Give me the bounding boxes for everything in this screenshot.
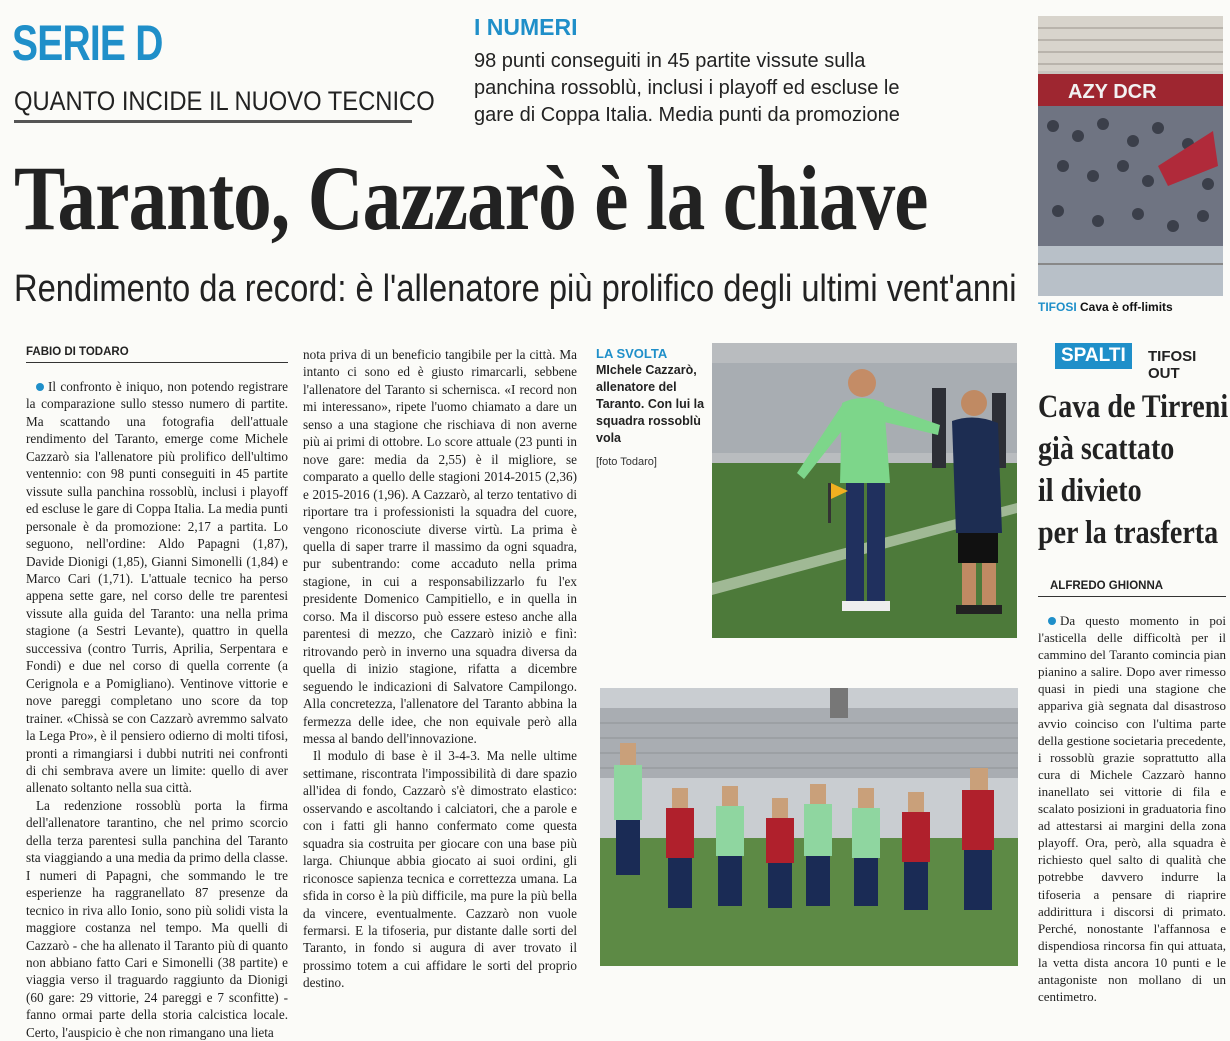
sidebar-tag: TIFOSI OUT [1148, 348, 1197, 382]
col2-p1: nota priva di un beneficio tangibile per la città. Ma intanto ci sono ed è giusto rimarcarli, sebbene l'allenatore del Taranto si schernisca. «I record non mi interessano», ripete l'uomo chiamato a dare un senso a una stagione che rischiava di non averne più ai primi di ottobre. Lo score attuale (23 punti in nove gare: media da 2,55) è il migliore, se comparato a quello delle stagioni 2014-2015 (2,36) e 2015-2016 (1,96). A Cazzarò, al terzo tentativo di riportare tra i professionisti la squadra del cuore, vengono riconosciute diverse virtù. La prima è quella di saper trarre il massimo da ogni squadra, pur subentrando: come accaduto nella prima stagione, in cui a responsabilizzarlo fu l'ex presidente Domenico Campitiello, e in quella in corso. Ma il discorso può essere esteso anche alla parentesi di mezzo, che Cazzarò iniziò e finì: ritrovando però in inverno una squadra diversa da quella di inizio stagione, rifatta a dicembre seguendo le indicazioni di Salvatore Campilongo. Alla concretezza, l'allenatore del Taranto abbina la fermezza delle idee, che non equivale però alla messa al bando dell'innovazione. [303, 347, 577, 746]
sidebar-column [1038, 612, 1226, 1005]
sidebar-headline-line: il divieto [1038, 473, 1142, 509]
spalti-badge: SPALTI [1055, 343, 1132, 369]
caption-text: Cava è off-limits [1080, 300, 1173, 314]
coach-illustration [712, 343, 1017, 638]
bullet-dot [36, 383, 44, 391]
photo-coach [712, 343, 1017, 638]
photo-credit: [foto Todaro] [596, 456, 657, 468]
headline: Taranto, Cazzarò è la chiave [14, 147, 928, 249]
col1-p2: La redenzione rossoblù porta la firma dell'allenatore tarantino, che nel primo scorcio della terza parentesi sulla panchina del Taranto sta viaggiando a una media da primo della classe. I numeri di Papagni, che sommando le tre esperienze ha raggranellato 87 presenze da tecnico in riva allo Ionio, sono più solidi vista la maggiore costanza nel tempo. Ma quelli di Cazzarò - che ha allenato il Taranto più di quanto non abbiano fatto Cari e Simonelli (38 partite) e viaggia verso il traguardo raggiunto da Dionigi (60 gare: 29 vittorie, 24 pareggi e 7 sconfitte) - fanno ormai parte della storia calcistica locale. Certo, l'auspicio è che non rimangano una lieta [26, 797, 288, 1040]
svolta-text: MIchele Cazzarò, allenatore del Taranto. Con lui la squadra rossoblù vola [596, 363, 705, 445]
col2-p2: Il modulo di base è il 3-4-3. Ma nelle ultime settimane, riscontrata l'impossibilità di dare spazio all'idea di fondo, Cazzarò s'è dimostrato elastico: osservando e ascoltando i calciatori, che a parole e con i fatti gli hanno confermato come questa squadra sia costruita per giocare con una base più larga. Chiunque abbia giocato ai suoi ordini, gli riconosce sapienza tecnica e correttezza umana. La sfida in corso è la più difficile, ma pure la più bella da vincere, eventualmente. Cazzarò non vuole fermarsi. E la tifoseria, pur distante dalle sorti del Taranto, in fondo si augura di aver trovato il prossimo totem a cui affidare le sorti del proprio destino. [303, 748, 577, 991]
team-illustration [600, 688, 1018, 966]
caption-label: TIFOSI [1038, 300, 1077, 314]
kicker: QUANTO INCIDE IL NUOVO TECNICO [14, 86, 435, 116]
sidebar-headline-line: già scattato [1038, 431, 1175, 467]
section-label: SERIE D [12, 15, 163, 71]
sidebar-headline-line: Cava de Tirreni [1038, 389, 1229, 425]
article-column-2 [303, 346, 577, 991]
article-author: FABIO DI TODARO [26, 346, 129, 358]
col1-p1: Il confronto è iniquo, non potendo registrare la comparazione sullo stesso numero di partite. Ma scattando una fotografia dell'attuale rendimento del Taranto, emerge come Michele Cazzarò sia l'allenatore più prolifico dell'ultimo ventennio: con 98 punti conseguiti in 45 partite vissute sulla panchina rossoblù, inclusi i playoff ed escluse le gare di Coppa Italia. La media punti personale è da promozione: 2,17 a partita. Lo seguono, nell'ordine: Aldo Papagni (1,87), Davide Dionigi (1,85), Gianni Simonelli (1,84) e Marco Cari (1,71). L'attuale tecnico ha perso appena sette gare, nel corso delle tre parentesi vissute alla guida del Taranto: una nella prima stagione (a Sestri Levante), quattro in quella successiva (contro Turris, Aprilia, Serpentara e Fondi) e due nel corso di quella corrente (a Cerignola e a Pomigliano). Ventinove vittorie e nove pareggi completano uno score da top trainer. «Chissà se con Cazzarò avremmo salvato la Lega Pro», è il pensiero odierno di molti tifosi, pronti a rimangiarsi i dubbi nutriti nei confronti di chi sembrava avere un limite: quello di aver allenato soltanto nella sua città. [26, 379, 288, 796]
stands-illustration [1038, 16, 1223, 296]
sidebar-headline-line: per la trasferta [1038, 515, 1219, 551]
sidebar-author: ALFREDO GHIONNA [1050, 580, 1164, 592]
svolta-label: LA SVOLTA [596, 346, 668, 361]
banner-text: AZY DCR [1068, 81, 1157, 103]
sidebar-byline-rule [1038, 596, 1226, 597]
sidebar-headline [1038, 386, 1229, 554]
sidebar-text: Da questo momento in poi l'asticella delle difficoltà per il cammino del Taranto comincia pian pianino a salire. Dopo aver rimesso quasi in piedi una stagione che appariva già segnata dal disastroso avvio coinciso con l'ultima parte della gestione societaria precedente, i rossoblù grazie soprattutto alla cura di Michele Cazzarò hanno inanellato sei vittorie di fila e scalato posizioni in graduatoria fino ad attestarsi ai margini della zona playoff. Ora, però, alla squadra è richiesto quel salto di qualità che potrebbe davvero indurre la tifoseria a pensare di riaprire addirittura i discorsi di primato. Perché, nonostante l'affannosa e dispendiosa rincorsa fin qui attuata, la vetta dista ancora 10 punti e le antagoniste non mollano di un centimetro. [1038, 613, 1226, 1005]
article-column-1 [26, 378, 288, 1040]
bullet-dot [1048, 617, 1056, 625]
photo-tifosi [1038, 16, 1223, 296]
photo-team [600, 688, 1018, 966]
numeri-text: 98 punti conseguiti in 45 partite vissute sulla panchina rossoblù, inclusi i playoff ed escluse le gare di Coppa Italia. Media punti da promozione [474, 50, 900, 126]
subheadline: Rendimento da record: è l'allenatore più prolifico degli ultimi vent'anni [14, 268, 1017, 310]
byline-rule [26, 362, 288, 363]
numeri-label: I NUMERI [474, 14, 578, 40]
kicker-underline [14, 120, 412, 123]
photo-caption [1038, 300, 1173, 314]
